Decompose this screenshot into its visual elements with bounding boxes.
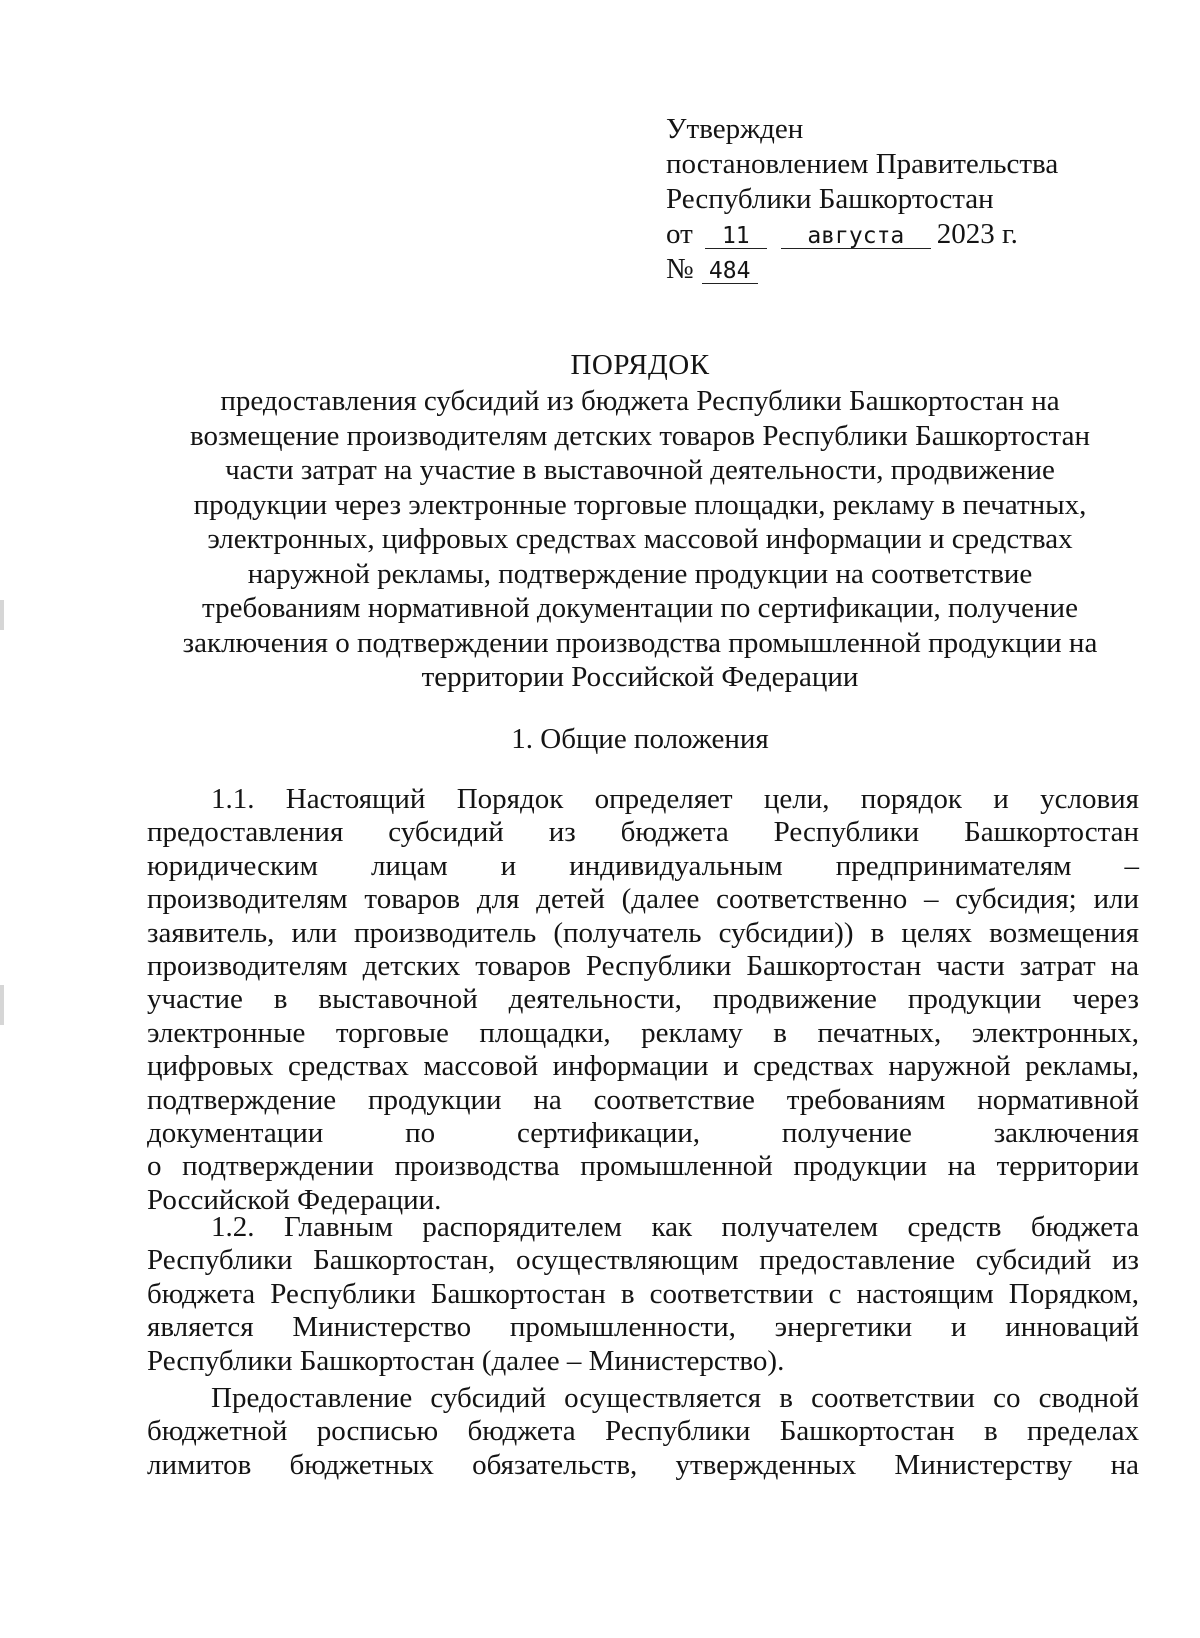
subtitle-line: наружной рекламы, подтверждение продукции на соответствие bbox=[247, 557, 1033, 590]
paragraph-line: 1.2. Главным распорядителем как получателем средств бюджета bbox=[211, 1211, 1139, 1243]
date-year: 2023 г. bbox=[936, 218, 1018, 250]
paragraph-line: Российской Федерации. bbox=[147, 1183, 442, 1216]
paragraph-line: юридическим лицам и индивидуальным предпринимателям – bbox=[147, 849, 1139, 882]
paragraph-line: Предоставление субсидий осуществляется в соответствии со сводной bbox=[211, 1382, 1139, 1414]
paragraph-line: предоставления субсидий из бюджета Республики Башкортостан bbox=[147, 816, 1139, 849]
scan-edge-mark bbox=[0, 985, 4, 1025]
paragraph-line: документации по сертификации, получение заключения bbox=[147, 1117, 1139, 1150]
paragraph-line: лимитов бюджетных обязательств, утвержденных Министерству на bbox=[147, 1448, 1139, 1481]
section-heading: 1. Общие положения bbox=[511, 723, 769, 755]
subtitle-line: требованиям нормативной документации по сертификации, получение bbox=[202, 592, 1078, 624]
paragraph-line: 1.1. Настоящий Порядок определяет цели, порядок и условия bbox=[211, 783, 1139, 815]
paragraph-line: подтверждение продукции на соответствие требованиям нормативной bbox=[147, 1083, 1139, 1116]
paragraph-line: Республики Башкортостан (далее – Министерство). bbox=[147, 1344, 785, 1377]
paragraph-line: производителям детских товаров Республики Башкортостан части затрат на bbox=[147, 950, 1139, 983]
subtitle-line: возмещение производителям детских товаров Республики Башкортостан bbox=[190, 419, 1090, 452]
paragraph-line: цифровых средствах массовой информации и средствах наружной рекламы, bbox=[147, 1050, 1139, 1083]
paragraph-line: бюджета Республики Башкортостан в соответствии с настоящим Порядком, bbox=[147, 1277, 1139, 1310]
subtitle-line: предоставления субсидий из бюджета Республики Башкортостан на bbox=[220, 385, 1060, 417]
scan-edge-mark bbox=[0, 600, 4, 630]
date-prefix: от bbox=[666, 218, 693, 250]
approval-date-line bbox=[666, 217, 1058, 252]
number-prefix: № bbox=[666, 253, 694, 285]
paragraph-1-1 bbox=[147, 783, 1139, 1217]
subtitle-line: территории Российской Федерации bbox=[421, 661, 859, 693]
number-field: 484 bbox=[702, 259, 758, 284]
date-day-field: 11 bbox=[705, 224, 767, 249]
date-month-field: августа bbox=[781, 224, 931, 249]
subtitle-line: электронных, цифровых средствах массовой информации и средствах bbox=[207, 523, 1073, 555]
paragraph-line: заявитель, или производитель (получатель субсидии)) в целях возмещения bbox=[147, 916, 1139, 949]
paragraph-line: Республики Башкортостан, осуществляющим предоставление субсидий из bbox=[147, 1244, 1139, 1277]
approval-line: постановлением Правительства bbox=[666, 148, 1059, 180]
approval-line: Утвержден bbox=[666, 113, 804, 145]
paragraph-line: электронные торговые площадки, рекламу в печатных, электронных, bbox=[147, 1016, 1139, 1049]
paragraph-line: бюджетной росписью бюджета Республики Башкортостан в пределах bbox=[147, 1415, 1139, 1448]
paragraph-1-2 bbox=[147, 1211, 1139, 1378]
document-title: ПОРЯДОК bbox=[570, 349, 710, 381]
subtitle-line: заключения о подтверждении производства промышленной продукции на bbox=[182, 626, 1098, 659]
subtitle-line: продукции через электронные торговые площадки, рекламу в печатных, bbox=[193, 488, 1087, 521]
approval-block bbox=[666, 112, 1058, 287]
paragraph-line: участие в выставочной деятельности, продвижение продукции через bbox=[147, 983, 1139, 1016]
approval-line: Республики Башкортостан bbox=[666, 183, 994, 215]
subtitle-line: части затрат на участие в выставочной деятельности, продвижение bbox=[225, 454, 1055, 486]
paragraph-budget bbox=[147, 1382, 1139, 1482]
paragraph-line: о подтверждении производства промышленной продукции на территории bbox=[147, 1150, 1139, 1183]
document-subtitle bbox=[140, 384, 1140, 695]
approval-number-line bbox=[666, 252, 1058, 287]
paragraph-line: производителям товаров для детей (далее соответственно – субсидия; или bbox=[147, 883, 1139, 916]
paragraph-line: является Министерство промышленности, энергетики и инноваций bbox=[147, 1311, 1139, 1344]
